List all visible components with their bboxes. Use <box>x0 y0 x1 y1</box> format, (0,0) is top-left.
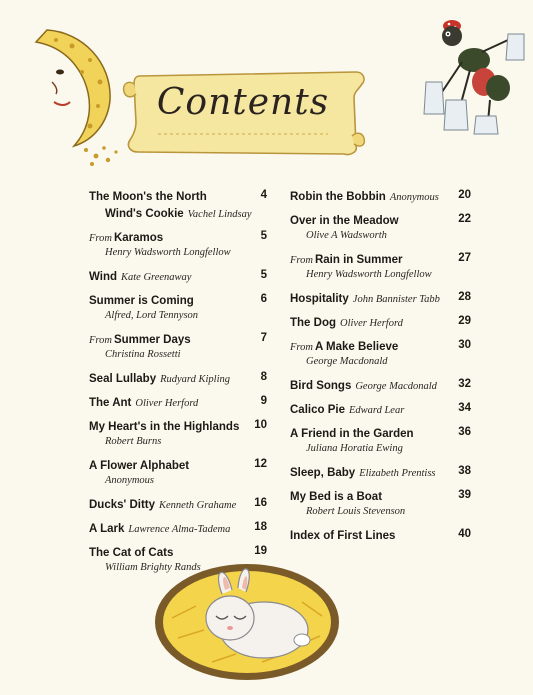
contents-banner <box>118 68 368 158</box>
sleeping-rabbit-icon <box>152 558 342 683</box>
toc-entry[interactable] <box>290 376 471 393</box>
toc-entry[interactable] <box>89 495 267 512</box>
entry-page-number: 4 <box>260 189 267 201</box>
entry-page-number: 28 <box>458 291 471 303</box>
crescent-moon-icon <box>12 22 127 172</box>
entry-from-label: From <box>290 255 313 266</box>
entry-page-number: 32 <box>458 378 471 390</box>
entry-title: Seal Lullaby <box>89 373 157 385</box>
entry-page-number: 5 <box>260 230 267 242</box>
entry-page-number: 9 <box>260 395 267 407</box>
entry-title: Wind's Cookie <box>105 208 184 220</box>
page-title: Contents <box>156 82 330 123</box>
entry-title: Hospitality <box>290 293 349 305</box>
entry-title: Summer Days <box>113 334 191 346</box>
entry-title: The Ant <box>89 397 132 409</box>
toc-entry[interactable] <box>89 267 267 284</box>
entry-page-number: 8 <box>260 371 267 383</box>
toc-entry[interactable] <box>290 424 471 456</box>
entry-from-label: From <box>89 335 112 346</box>
toc-entry[interactable] <box>290 526 471 543</box>
entry-title: A Make Believe <box>314 341 399 353</box>
entry-title: The Dog <box>290 317 336 329</box>
entry-title: A Flower Alphabet <box>89 460 190 472</box>
toc-entry[interactable] <box>290 187 471 204</box>
entry-author: Vachel Lindsay <box>187 209 252 220</box>
entry-title: Wind <box>89 271 117 283</box>
entry-title: The Moon's the North <box>89 191 207 203</box>
toc-entry[interactable] <box>290 463 471 480</box>
entry-author: William Brighty Rands <box>105 562 201 573</box>
entry-page-number: 30 <box>458 339 471 351</box>
entry-page-number: 34 <box>458 402 471 414</box>
entry-author: Oliver Herford <box>135 398 199 409</box>
entry-author: Elizabeth Prentiss <box>359 468 436 479</box>
toc-entry[interactable] <box>89 187 267 221</box>
toc-right-column <box>290 187 471 543</box>
entry-author: Kate Greenaway <box>121 272 192 283</box>
entry-page-number: 18 <box>254 521 267 533</box>
entry-page-number: 38 <box>458 465 471 477</box>
entry-author: John Bannister Tabb <box>352 294 440 305</box>
toc-entry[interactable] <box>290 337 471 369</box>
entry-title: The Cat of Cats <box>89 547 174 559</box>
entry-author: Olive A Wadsworth <box>306 230 387 241</box>
entry-page-number: 29 <box>458 315 471 327</box>
entry-page-number: 40 <box>458 528 471 540</box>
entry-author: Henry Wadsworth Longfellow <box>105 247 231 258</box>
entry-author: Henry Wadsworth Longfellow <box>306 269 432 280</box>
entry-author: Robert Burns <box>105 436 162 447</box>
ant-icon <box>412 12 527 137</box>
entry-page-number: 10 <box>254 419 267 431</box>
entry-page-number: 20 <box>458 189 471 201</box>
toc-entry[interactable] <box>290 289 471 306</box>
entry-author: Robert Louis Stevenson <box>306 506 406 517</box>
entry-title: Over in the Meadow <box>290 215 399 227</box>
entry-page-number: 19 <box>254 545 267 557</box>
entry-title: Index of First Lines <box>290 530 396 542</box>
entry-title: Summer is Coming <box>89 295 194 307</box>
entry-page-number: 7 <box>260 332 267 344</box>
entry-title: Robin the Bobbin <box>290 191 386 203</box>
toc-entry[interactable] <box>89 519 267 536</box>
entry-author: Christina Rossetti <box>105 349 181 360</box>
entry-page-number: 12 <box>254 458 267 470</box>
entry-title: Sleep, Baby <box>290 467 356 479</box>
toc-entry[interactable] <box>89 456 267 488</box>
toc-entry[interactable] <box>89 330 267 362</box>
entry-author: Juliana Horatia Ewing <box>306 443 403 454</box>
toc-entry[interactable] <box>290 313 471 330</box>
entry-page-number: 39 <box>458 489 471 501</box>
entry-page-number: 27 <box>458 252 471 264</box>
toc-left-column <box>89 187 267 575</box>
entry-author: Anonymous <box>389 192 439 203</box>
toc-entry[interactable] <box>89 393 267 410</box>
entry-title: Karamos <box>113 232 164 244</box>
toc-entry[interactable] <box>290 487 471 519</box>
entry-author: George Macdonald <box>306 356 388 367</box>
entry-author: Lawrence Alma-Tadema <box>128 524 231 535</box>
entry-author: Oliver Herford <box>340 318 403 329</box>
entry-title: Calico Pie <box>290 404 345 416</box>
entry-from-label: From <box>89 233 112 244</box>
entry-author: Anonymous <box>105 475 154 486</box>
entry-page-number: 16 <box>254 497 267 509</box>
entry-title: My Heart's in the Highlands <box>89 421 240 433</box>
toc-entry[interactable] <box>89 228 267 260</box>
entry-title: A Friend in the Garden <box>290 428 414 440</box>
entry-author: Rudyard Kipling <box>160 374 231 385</box>
toc-entry[interactable] <box>290 400 471 417</box>
entry-page-number: 6 <box>260 293 267 305</box>
entry-author: Alfred, Lord Tennyson <box>105 310 199 321</box>
entry-title: Bird Songs <box>290 380 352 392</box>
entry-author: Edward Lear <box>348 405 405 416</box>
entry-title: A Lark <box>89 523 125 535</box>
entry-page-number: 22 <box>458 213 471 225</box>
entry-author: Kenneth Grahame <box>159 500 237 511</box>
entry-page-number: 36 <box>458 426 471 438</box>
entry-title: My Bed is a Boat <box>290 491 383 503</box>
toc-entry[interactable] <box>290 250 471 282</box>
entry-title: Rain in Summer <box>314 254 403 266</box>
toc-entry[interactable] <box>290 211 471 243</box>
toc-entry[interactable] <box>89 369 267 386</box>
entry-page-number: 5 <box>260 269 267 281</box>
toc-entry[interactable] <box>89 291 267 323</box>
toc-entry[interactable] <box>89 417 267 449</box>
entry-author: George Macdonald <box>355 381 437 392</box>
entry-from-label: From <box>290 342 313 353</box>
entry-title: Ducks' Ditty <box>89 499 156 511</box>
